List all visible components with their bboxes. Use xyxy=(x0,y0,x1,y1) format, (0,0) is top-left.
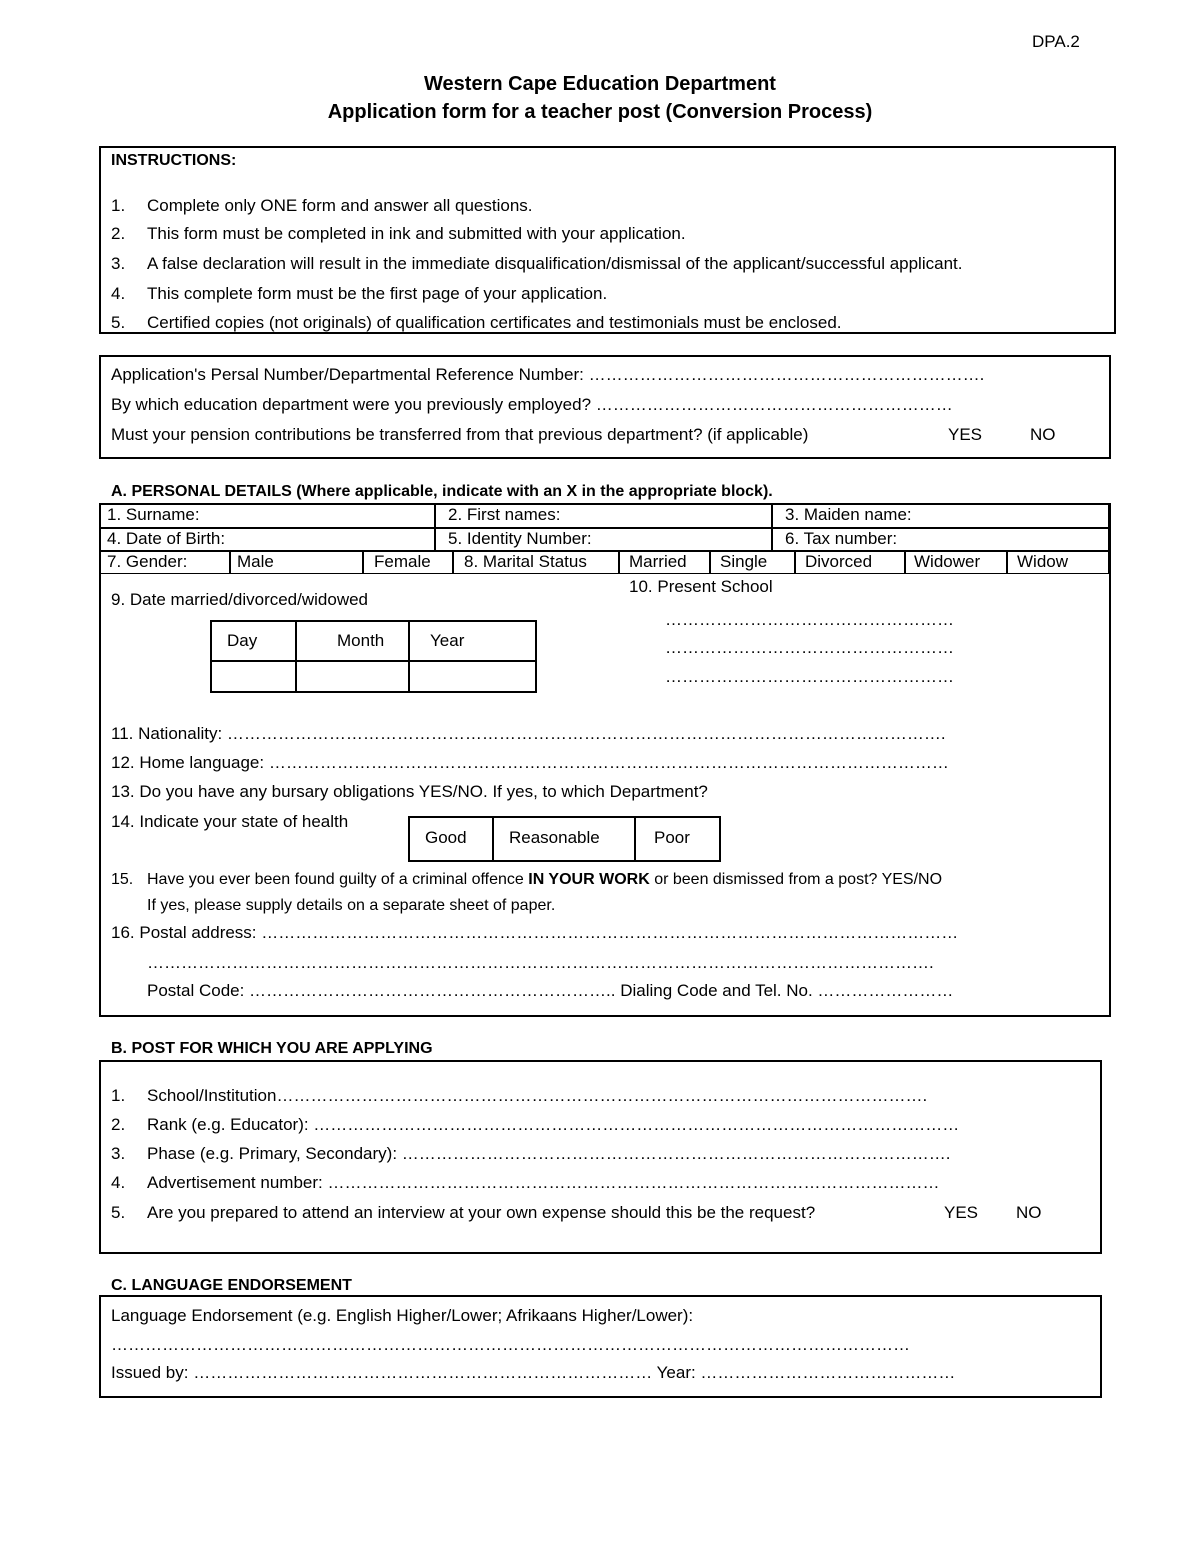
criminal-offence-note: If yes, please supply details on a separate sheet of paper. xyxy=(147,897,556,914)
date-month-header: Month xyxy=(337,631,385,650)
school-institution-field[interactable]: 1. School/Institution……………………………………………………………………………………………………. xyxy=(111,1086,928,1105)
criminal-offence-question[interactable]: 15. Have you ever been found guilty of a criminal offence IN YOUR WORK or been dismissed from a post? YES/NO xyxy=(111,871,943,888)
instruction-item: 5. Certified copies (not originals) of qualification certificates and testimonials must be enclosed. xyxy=(111,313,842,332)
instruction-item: 2. This form must be completed in ink and submitted with your application. xyxy=(111,224,686,243)
present-school-line-3[interactable]: …………………………………………… xyxy=(665,667,954,686)
marital-single-option[interactable]: Single xyxy=(710,551,795,574)
section-a-heading: A. PERSONAL DETAILS (Where applicable, indicate with an X in the appropriate block). xyxy=(111,483,773,500)
marital-married-option[interactable]: Married xyxy=(619,551,710,574)
date-of-birth-field[interactable]: 4. Date of Birth: xyxy=(100,528,435,551)
bursary-obligations-question[interactable]: 13. Do you have any bursary obligations YES/NO. If yes, to which Department? xyxy=(111,782,708,801)
interview-yes-option[interactable]: YES xyxy=(944,1203,979,1222)
health-poor-option[interactable]: Poor xyxy=(654,828,690,847)
instructions-heading: INSTRUCTIONS: xyxy=(111,152,237,169)
persal-number-field[interactable]: Application's Persal Number/Departmental Reference Number: ……………………………………………………………. xyxy=(111,365,985,384)
q10-label: 10. Present School xyxy=(629,577,773,596)
rank-field[interactable]: 2. Rank (e.g. Educator): …………………………………………………………………………………………………… xyxy=(111,1115,960,1134)
q9-label: 9. Date married/divorced/widowed xyxy=(111,590,369,609)
identity-number-field[interactable]: 5. Identity Number: xyxy=(435,528,772,551)
health-table-divider xyxy=(634,816,636,862)
postal-address-line-2[interactable]: …………………………………………………………………………………………………………………………. xyxy=(147,953,934,972)
present-school-line-2[interactable]: …………………………………………… xyxy=(665,638,954,657)
instruction-item: 3. A false declaration will result in the immediate disqualification/dismissal of the applicant/successful applicant. xyxy=(111,254,963,273)
instruction-item: 4. This complete form must be the first page of your application. xyxy=(111,284,608,303)
marital-widower-option[interactable]: Widower xyxy=(905,551,1007,574)
language-endorsement-field[interactable]: …………………………………………………………………………………………………………………………… xyxy=(111,1335,910,1354)
tax-number-field[interactable]: 6. Tax number: xyxy=(772,528,1109,551)
nationality-field[interactable]: 11. Nationality: ………………………………………………………………………………………………………………. xyxy=(111,724,946,743)
issued-by-year-field[interactable]: Issued by: ……………………………………………………………………… Year: ……………………………………… xyxy=(111,1363,956,1382)
date-month-input[interactable] xyxy=(297,662,408,691)
health-question: 14. Indicate your state of health xyxy=(111,812,349,831)
gender-female-option[interactable]: Female xyxy=(363,551,453,574)
date-day-input[interactable] xyxy=(212,662,295,691)
pension-yes-option[interactable]: YES xyxy=(948,425,983,444)
date-year-header: Year xyxy=(430,631,465,650)
first-names-field[interactable]: 2. First names: xyxy=(435,504,772,528)
marital-divorced-option[interactable]: Divorced xyxy=(795,551,905,574)
home-language-field[interactable]: 12. Home language: ………………………………………………………………………………………………………… xyxy=(111,753,949,772)
date-day-header: Day xyxy=(227,631,258,650)
postal-address-field[interactable]: 16. Postal address: …………………………………………………………………………………………………………… xyxy=(111,923,959,942)
language-endorsement-label: Language Endorsement (e.g. English Higher/Lower; Afrikaans Higher/Lower): xyxy=(111,1306,694,1325)
page-subtitle: Application form for a teacher post (Conversion Process) xyxy=(327,101,873,123)
date-year-input[interactable] xyxy=(410,662,535,691)
maiden-name-field[interactable]: 3. Maiden name: xyxy=(772,504,1109,528)
pension-transfer-question: Must your pension contributions be transferred from that previous department? (if applicable) xyxy=(111,425,809,444)
instruction-item: 1. Complete only ONE form and answer all questions. xyxy=(111,196,533,215)
postal-code-tel-field[interactable]: Postal Code: ……………………………………………………….. Dialing Code and Tel. No. …………………… xyxy=(147,981,954,1000)
health-good-option[interactable]: Good xyxy=(425,828,467,847)
marital-status-label: 8. Marital Status xyxy=(453,551,619,574)
page-title: Western Cape Education Department xyxy=(424,73,776,95)
advertisement-number-field[interactable]: 4. Advertisement number: ……………………………………………………………………………………………… xyxy=(111,1173,940,1192)
health-reasonable-option[interactable]: Reasonable xyxy=(509,828,600,847)
phase-field[interactable]: 3. Phase (e.g. Primary, Secondary): ……………………………………………………………………………………. xyxy=(111,1144,951,1163)
interview-no-option[interactable]: NO xyxy=(1016,1203,1042,1222)
section-b-heading: B. POST FOR WHICH YOU ARE APPLYING xyxy=(111,1040,433,1057)
surname-field[interactable]: 1. Surname: xyxy=(100,504,435,528)
previous-department-field[interactable]: By which education department were you previously employed? ……………………………………………………… xyxy=(111,395,953,414)
gender-male-option[interactable]: Male xyxy=(230,551,363,574)
form-code: DPA.2 xyxy=(1032,32,1080,51)
interview-question: 5. Are you prepared to attend an interview at your own expense should this be the request? xyxy=(111,1203,816,1222)
health-table-divider xyxy=(492,816,494,862)
pension-no-option[interactable]: NO xyxy=(1030,425,1056,444)
marital-widow-option[interactable]: Widow xyxy=(1007,551,1109,574)
present-school-line-1[interactable]: …………………………………………… xyxy=(665,610,954,629)
gender-label: 7. Gender: xyxy=(100,551,230,574)
section-c-heading: C. LANGUAGE ENDORSEMENT xyxy=(111,1277,352,1294)
